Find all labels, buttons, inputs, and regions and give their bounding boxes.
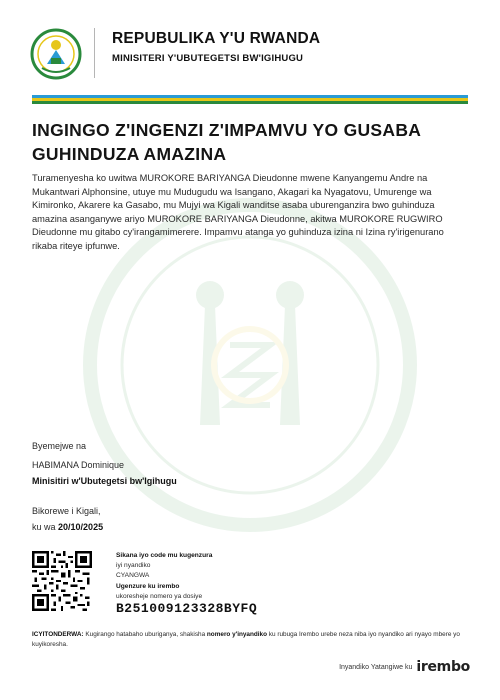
- signed-by-label: Byemejwe na: [32, 441, 87, 451]
- document-body: Turamenyesha ko uwitwa MUROKORE BARIYANGA Dieudonne mwene Kanyangemu Andre na Mukantwari Alphonsine, utuye mu Mudugudu wa Isangano, Akagari ka Nyagatovu, Umurenge wa Kimironko, Akarere ka Gasabo, mu Mujyi wa Kigali wanditse asaba uburenganzira bwo guhinduza amazina asanganywe ariyo MUROKORE BARIYANGA Dieudonne, akitwa MUROKORE RUGWIRO Dieudonne mu gitabo cy'irangamimerere. Impamvu atanga yo guhinduza izina ni Izina ry'irigenurano rikaba riteye ipfunwe.: [32, 173, 444, 251]
- title-line-2: GUHINDUZA AMAZINA: [32, 144, 227, 164]
- letterhead: [30, 24, 470, 84]
- signatory-role: Minisitiri w'Ubutegetsi bw'Igihugu: [32, 476, 177, 486]
- qr-code[interactable]: [32, 551, 92, 611]
- rwanda-coat-of-arms-icon: [30, 28, 82, 80]
- issue-place: Bikorewe i Kigali,: [32, 506, 101, 516]
- notice-label: ICYITONDERWA:: [32, 631, 84, 638]
- or-separator: CYANGWA: [116, 572, 150, 580]
- issue-date: 20/10/2025: [58, 522, 104, 532]
- application-number[interactable]: B251009123328BYFQ: [116, 601, 258, 617]
- irembo-check-sub: ukoresheje nomero ya dosiye: [116, 592, 203, 600]
- document-title: [32, 118, 472, 166]
- issue-date-line: [32, 522, 103, 532]
- flag-stripes: [32, 95, 468, 104]
- scan-instruction: Sikana iyo code mu kugenzura: [116, 552, 213, 559]
- notice-text-2: ku rubuga Irembo urebe neza niba iyo nyandiko ari nyayo mbere yo kuyikoresha.: [32, 631, 460, 648]
- scan-instruction-sub: iyi nyandiko: [116, 562, 151, 570]
- footer-caption: Inyandiko Yatangiwe ku: [339, 663, 413, 671]
- stripe-green: [32, 101, 468, 104]
- date-prefix: ku wa: [32, 522, 56, 532]
- signatory-name: HABIMANA Dominique: [32, 460, 125, 470]
- ministry-heading: MINISITERI Y'UBUTEGETSI BW'IGIHUGU: [112, 53, 304, 64]
- irembo-check-title: Ugenzure ku irembo: [116, 582, 180, 590]
- verification-block: [116, 551, 396, 617]
- signature-block: [32, 441, 177, 486]
- irembo-logo[interactable]: irembo: [416, 659, 470, 675]
- notice-text-1: Kugirango hatabaho uburiganya, shakisha: [83, 631, 207, 638]
- republic-heading: REPUBULIKA Y'U RWANDA: [112, 30, 321, 47]
- notice-emphasis: nomero y'inyandiko: [206, 631, 268, 638]
- footer: [339, 659, 470, 675]
- header-divider: [94, 28, 95, 78]
- caution-notice: [32, 630, 472, 650]
- title-line-1: INGINGO Z'INGENZI Z'IMPAMVU YO GUSABA: [32, 120, 422, 140]
- issue-place-date: [32, 506, 103, 538]
